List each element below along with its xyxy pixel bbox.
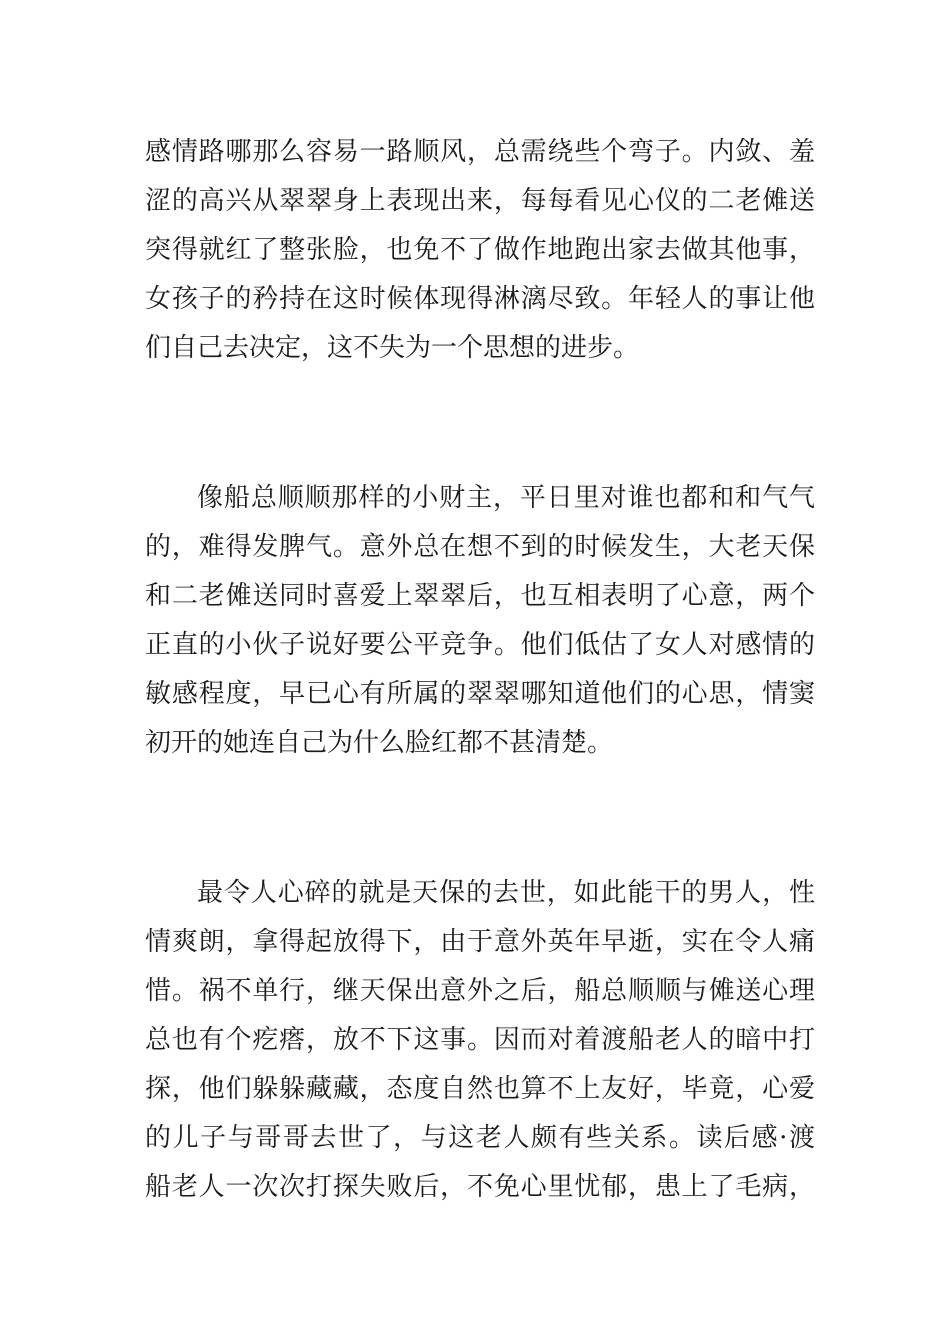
text-line: 涩的高兴从翠翠身上表现出来，每每看见心仪的二老傩送 xyxy=(145,186,815,216)
text-line: 们自己去决定，这不失为一个思想的进步。 xyxy=(145,333,640,363)
text-line: 总也有个疙瘩，放不下这事。因而对着渡船老人的暗中打 xyxy=(145,1025,815,1055)
text-line: 探，他们躲躲藏藏，态度自然也算不上友好，毕竟，心爱 xyxy=(145,1074,815,1104)
text-line: 女孩子的矜持在这时候体现得淋漓尽致。年轻人的事让他 xyxy=(145,284,815,314)
text-line: 的儿子与哥哥去世了，与这老人颇有些关系。读后感·渡 xyxy=(145,1123,815,1153)
text-line: 正直的小伙子说好要公平竞争。他们低估了女人对感情的 xyxy=(145,630,815,660)
text-line: 初开的她连自己为什么脸红都不甚清楚。 xyxy=(145,728,614,758)
text-line: 情爽朗，拿得起放得下，由于意外英年早逝，实在令人痛 xyxy=(145,927,815,957)
text-line: 船老人一次次打探失败后，不免心里忧郁，患上了毛病， xyxy=(145,1172,815,1202)
text-line: 像船总顺顺那样的小财主，平日里对谁也都和和气气 xyxy=(197,483,815,513)
text-line: 敏感程度，早已心有所属的翠翠哪知道他们的心思，情窦 xyxy=(145,679,815,709)
text-line: 的，难得发脾气。意外总在想不到的时候发生，大老天保 xyxy=(145,532,815,562)
text-line: 最令人心碎的就是天保的去世，如此能干的男人，性 xyxy=(197,878,815,908)
text-line: 惜。祸不单行，继天保出意外之后，船总顺顺与傩送心理 xyxy=(145,976,815,1006)
text-line: 突得就红了整张脸，也免不了做作地跑出家去做其他事， xyxy=(145,235,815,265)
text-line: 感情路哪那么容易一路顺风，总需绕些个弯子。内敛、羞 xyxy=(145,137,815,167)
text-line: 和二老傩送同时喜爱上翠翠后，也互相表明了心意，两个 xyxy=(145,581,815,611)
